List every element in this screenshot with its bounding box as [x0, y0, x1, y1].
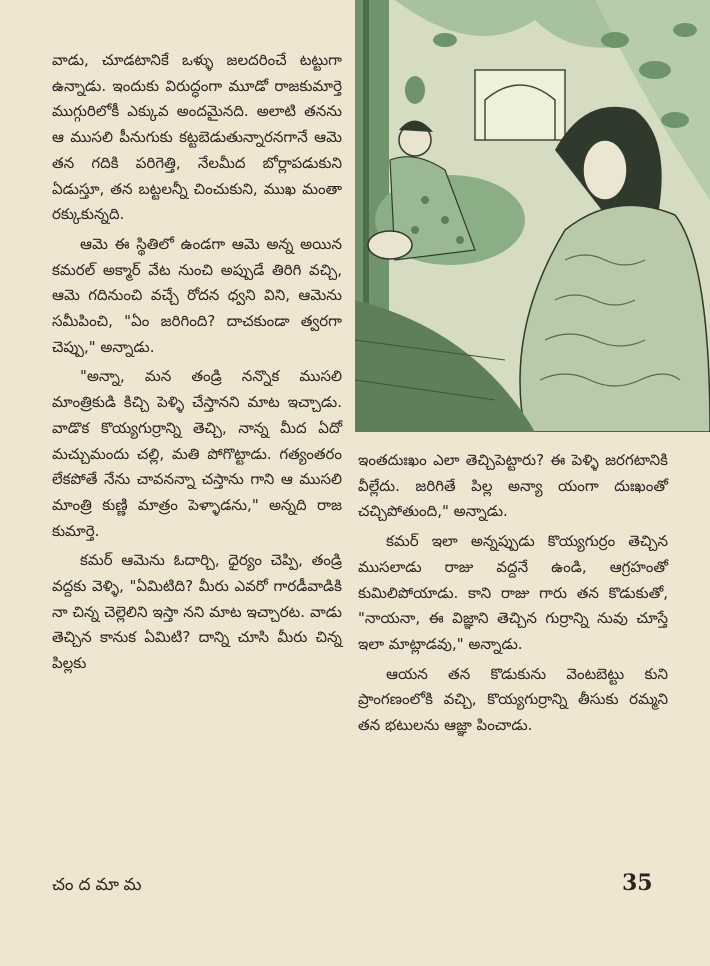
paragraph: కమర్ ఆమెను ఓదార్చి, ధైర్యం చెప్పి, తండ్రి వద్దకు వెళ్ళి, "ఏమిటిది? మీరు ఎవరో గారడీవాడికి నా చిన్న చెల్లెలిని ఇస్తా నని మాట ఇచ్చారట. వాడు తెచ్చిన కానుక ఏమిటి? దాన్ని చూసి మీరు చిన్న పిల్లకు	[52, 551, 342, 673]
magazine-title: చందమామ	[52, 875, 147, 895]
paragraph: ఆయన తన కొడుకును వెంటబెట్టు కుని ప్రాంగణంలోకి వచ్చి, కొయ్యగుర్రాన్ని తీసుకు రమ్మని తన భటులను ఆజ్ఞా పించాడు.	[358, 664, 668, 735]
paragraph: ఇంతదుఃఖం ఎలా తెచ్చిపెట్టారు? ఈ పెళ్ళి జరగటానికి వీల్లేదు. జరిగితే పిల్ల అన్యా యంగా దుఃఖంతో చచ్చిపోతుంది," అన్నాడు.	[358, 451, 668, 521]
left-text-column	[52, 48, 342, 681]
illustration-art	[355, 0, 710, 432]
paragraph: ఆమె ఈ స్థితిలో ఉండగా ఆమె అన్న అయిన కమరల్ అక్మార్ వేట నుంచి అప్పుడే తిరిగి వచ్చి, ఆమె గదినుంచి వచ్చే రోదన ధ్వని విని, ఆమెను సమీపించి, "ఏం జరిగింది? దాచకుండా త్వరగా చెప్పు," అన్నాడు.	[52, 234, 342, 356]
story-illustration	[355, 0, 710, 432]
page-number: 35	[622, 870, 653, 896]
right-text-column	[358, 448, 668, 743]
paragraph: "అన్నా, మన తండ్రి నన్నొక ముసలి మాంత్రికుడి కిచ్చి పెళ్ళి చేస్తానని మాట ఇచ్చాడు. వాడొక కొయ్యగుర్రాన్ని తెచ్చి, నాన్న మీద ఏదో మచ్చుమందు చల్లి, మతి పోగొట్టాడు. గత్యంతరం లేకపోతే నేను చావనన్నా చస్తాను గాని ఆ ముసలి మాంత్రి కుణ్ణి మాత్రం పెళ్ళాడను," అన్నది రాజ కుమార్తె.	[52, 367, 342, 540]
paragraph: కమర్ ఇలా అన్నప్పుడు కొయ్యగుర్రం తెచ్చిన ముసలాడు రాజు వద్దనే ఉండి, ఆగ్రహంతో కుమిలిపోయాడు. కాని రాజు గారు తన కొడుకుతో, "నాయనా, ఈ విజ్ఞాని తెచ్చిన గుర్రాన్ని నువు చూస్తే ఇలా మాట్లాడవు," అన్నాడు.	[358, 532, 668, 653]
paragraph: వాడు, చూడటానికే ఒళ్ళు జలదరించే టట్టుగా ఉన్నాడు. ఇందుకు విరుద్ధంగా మూడో రాజకుమార్తె ముగ్గురిలోకీ ఎక్కువ అందమైనది. అలాటి తనను ఆ ముసలి పీనుగుకు కట్టబెడుతున్నారనగానే ఆమె తన గదికి పరిగెత్తి, నేలమీద బోర్లాపడుకుని ఏడుస్తూ, తన బట్టలన్నీ చించుకుని, ముఖ మంతా రక్కుకున్నది.	[52, 51, 342, 224]
